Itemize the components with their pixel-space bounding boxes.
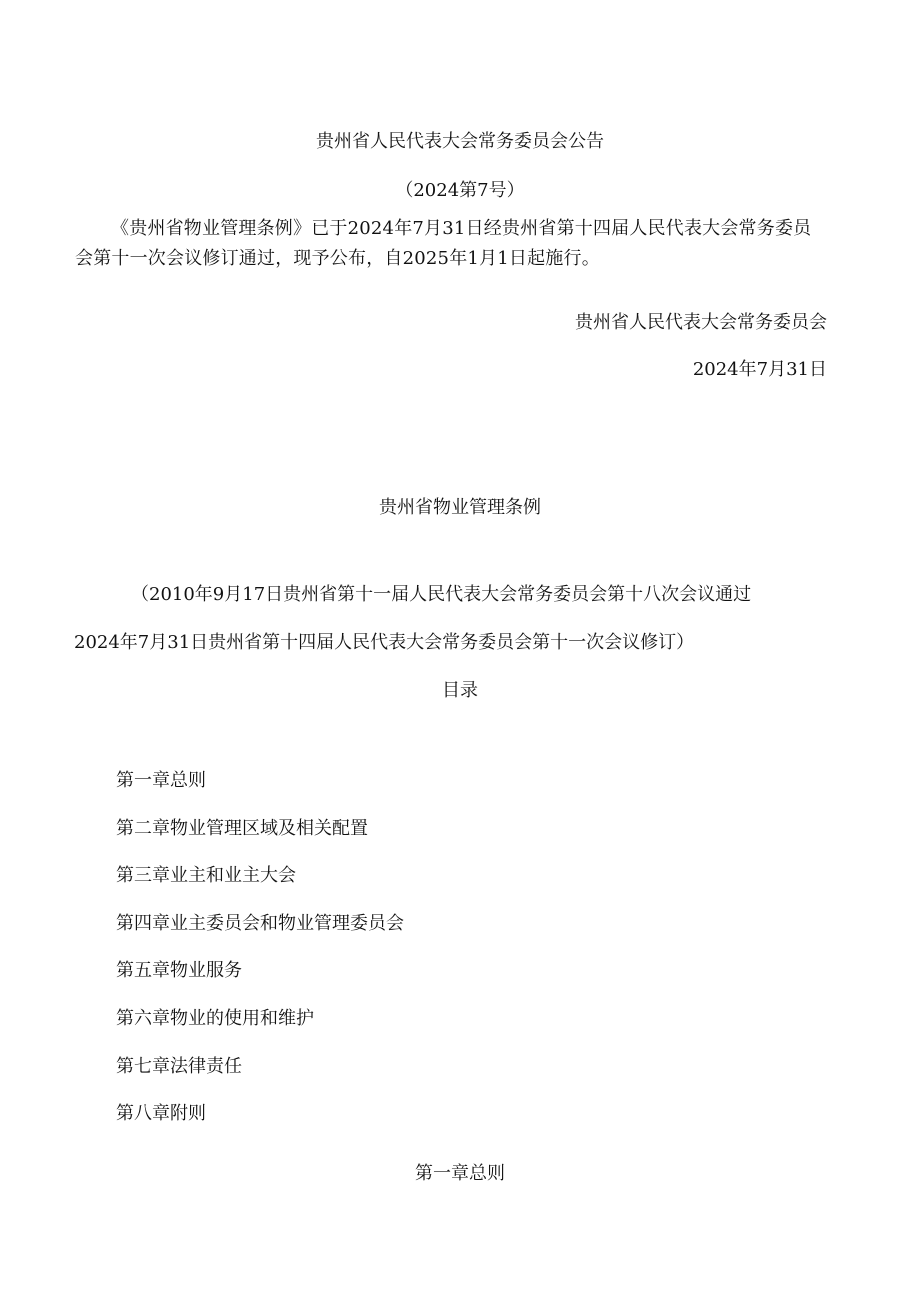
toc-item-chapter-2: 第二章物业管理区域及相关配置 [116, 817, 368, 839]
chapter-1-heading: 第一章总则 [415, 1163, 505, 1184]
announcement-title: 贵州省人民代表大会常务委员会公告 [316, 131, 604, 152]
announcement-signature: 贵州省人民代表大会常务委员会 [575, 312, 827, 333]
announcement-body: 《贵州省物业管理条例》已于2024年7月31日经贵州省第十四届人民代表大会常务委员会第十一次会议修订通过，现予公布，自2025年1月1日起施行。 [75, 218, 812, 269]
toc-item-chapter-3: 第三章业主和业主大会 [116, 865, 296, 887]
table-of-contents [116, 766, 404, 1147]
announcement-date: 2024年7月31日 [692, 359, 827, 380]
announcement-number: （2024第7号） [395, 180, 525, 201]
toc-item-chapter-8: 第八章附则 [116, 1103, 206, 1125]
regulation-history-line2: 2024年7月31日贵州省第十四届人民代表大会常务委员会第十一次会议修订） [74, 632, 695, 653]
toc-item-chapter-4: 第四章业主委员会和物业管理委员会 [116, 912, 404, 934]
regulation-history-line1: （2010年9月17日贵州省第十一届人民代表大会常务委员会第十八次会议通过 [131, 584, 752, 605]
regulation-title: 贵州省物业管理条例 [379, 497, 541, 518]
toc-heading: 目录 [442, 680, 478, 701]
toc-item-chapter-7: 第七章法律责任 [116, 1055, 242, 1077]
toc-item-chapter-6: 第六章物业的使用和维护 [116, 1007, 314, 1029]
toc-item-chapter-5: 第五章物业服务 [116, 960, 242, 982]
toc-item-chapter-1: 第一章总则 [116, 770, 206, 791]
